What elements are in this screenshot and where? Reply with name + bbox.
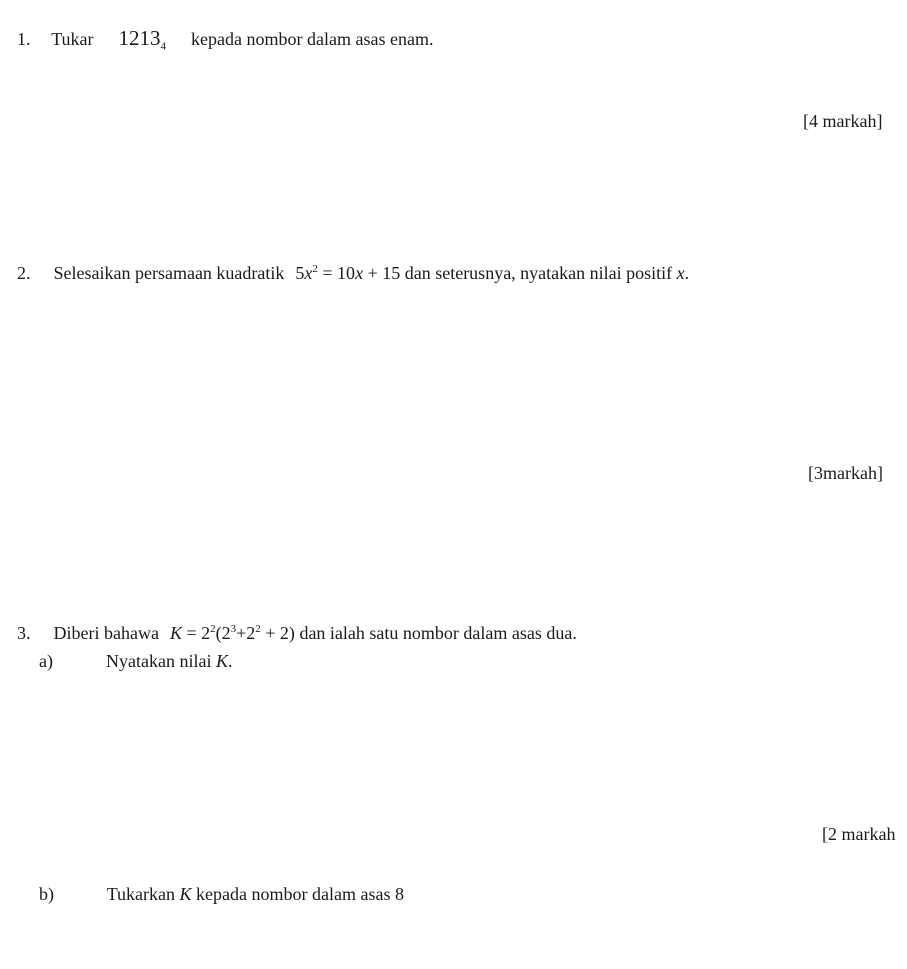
question-1-prefix: Tukar bbox=[51, 29, 94, 49]
question-3a-end: . bbox=[227, 651, 233, 671]
question-2-suffix: dan seterusnya, nyatakan nilai positif bbox=[404, 263, 673, 283]
question-3-equation: $K = 2^2(2^3+2^2 + 2)$ bbox=[169, 623, 295, 643]
question-1-base-number: 1213 bbox=[118, 26, 161, 50]
question-2-prefix: Selesaikan persamaan kuadratik bbox=[53, 263, 285, 283]
question-2-suffix-end: . bbox=[684, 263, 690, 283]
question-3a bbox=[39, 650, 232, 672]
question-3-prefix: Diberi bahawa bbox=[53, 623, 159, 643]
question-2-number: 2. bbox=[17, 263, 31, 283]
question-3 bbox=[17, 622, 577, 644]
question-1-suffix: kepada nombor dalam asas enam. bbox=[191, 29, 434, 49]
question-2 bbox=[17, 262, 689, 284]
question-3a-marks: [2 markah bbox=[822, 824, 896, 844]
question-3-suffix: dan ialah satu nombor dalam asas dua. bbox=[299, 623, 577, 643]
question-3b-label: b) bbox=[39, 884, 54, 904]
question-2-equation: $5x^2 = 10x + 15$ bbox=[295, 263, 401, 283]
question-1 bbox=[17, 26, 434, 53]
question-3a-text: Nyatakan nilai bbox=[105, 651, 212, 671]
question-3a-var: K bbox=[215, 651, 228, 671]
question-2-suffix-var: x bbox=[676, 263, 685, 283]
question-3-number: 3. bbox=[17, 623, 31, 643]
question-1-number: 1. bbox=[17, 29, 31, 49]
question-3b-text-pre: Tukarkan bbox=[106, 884, 176, 904]
question-1-base-subscript: 4 bbox=[160, 40, 167, 53]
question-3b-var: K bbox=[179, 884, 192, 904]
question-1-marks: [4 markah] bbox=[803, 111, 883, 131]
question-3b-text-post: kepada nombor dalam asas 8 bbox=[196, 884, 404, 904]
question-3a-label: a) bbox=[39, 651, 53, 671]
question-3b bbox=[39, 883, 404, 905]
question-2-marks: [3markah] bbox=[808, 463, 883, 483]
